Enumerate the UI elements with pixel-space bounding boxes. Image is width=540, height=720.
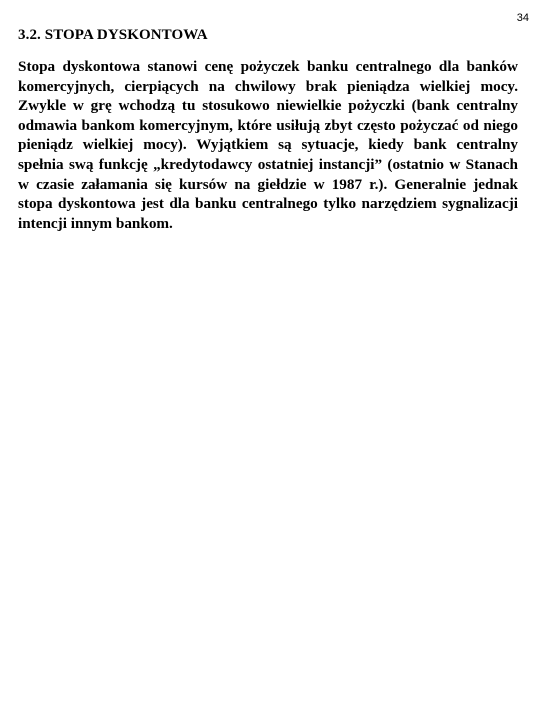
section-title: 3.2. STOPA DYSKONTOWA (18, 27, 208, 43)
body-paragraph: Stopa dyskontowa stanowi cenę pożyczek banku centralnego dla banków komercyjnych, cierpiących na chwilowy brak pieniądza wielkiej mocy. Zwykle w grę wchodzą tu stosukowo niewielkie pożyczki (bank centralny odmawia bankom komercyjnym, które usiłują zbyt często pożyczać od niego pieniądz wielkiej mocy). Wyjątkiem są sytuacje, kiedy bank centralny spełnia swą funkcję „kredytodawcy ostatniej instancji” (ostatnio w Stanach w czasie załamania się kursów na giełdzie w 1987 r.). Generalnie jednak stopa dyskontowa jest dla banku centralnego tylko narzędziem sygnalizacji intencji innym bankom. (18, 58, 518, 232)
page-number: 34 (516, 12, 529, 24)
